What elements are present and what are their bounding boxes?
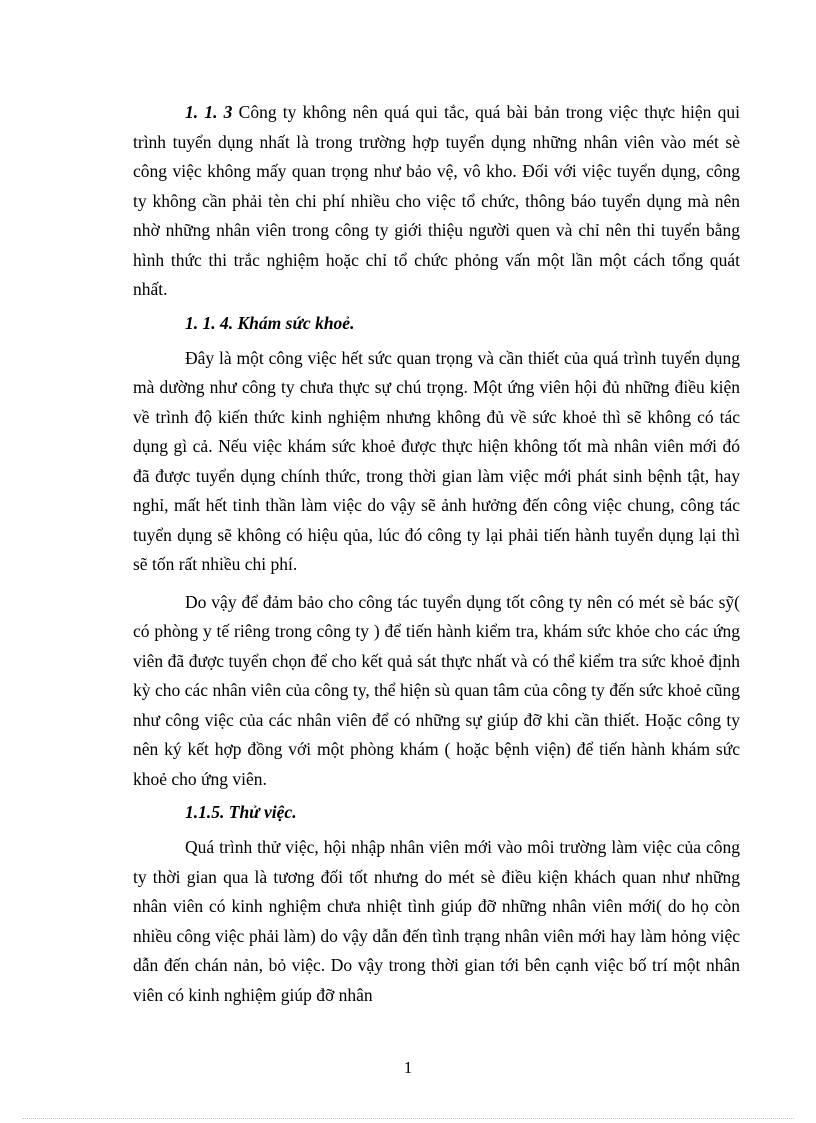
- heading-1-1-4: 1. 1. 4. Khám sức khoẻ.: [185, 312, 355, 333]
- paragraph-1-1-5-a: Quá trình thử việc, hội nhập nhân viên mới vào môi trường làm việc của công ty thời gian qua là tương đối tốt nhưng do mét sè điều kiện khách quan như những nhân viên có kinh nghiệm chưa nhiệt tình giúp đỡ những nhân viên mới( do họ còn nhiều công việc phải làm) do vậy dẫn đến tình trạng nhân viên mới hay làm hỏng việc dẫn đến chán nản, bỏ việc. Do vậy trong thời gian tới bên cạnh việc bố trí một nhân viên có kinh nghiệm giúp đỡ nhân: [133, 837, 740, 1005]
- paragraph-1-1-3-text: Công ty không nên quá qui tắc, quá bài bản trong việc thực hiện qui trình tuyển dụng nhất là trong trường hợp tuyển dụng những nhân viên vào mét sè công việc không mấy quan trọng như bảo vệ, vô kho. Đối với việc tuyển dụng, công ty không cần phải tèn chi phí nhiều cho việc tổ chức, thông báo tuyển dụng mà nên nhờ những nhân viên trong công ty giới thiệu người quen và chỉ nên thi tuyển bằng hình thức thi trắc nghiệm hoặc chỉ tổ chức phỏng vấn một lần một cách tổng quát nhất.: [133, 102, 741, 299]
- page-bottom-divider: [22, 1118, 794, 1119]
- paragraph-1-1-4-a: Đây là một công việc hết sức quan trọng và cần thiết của quá trình tuyển dụng mà dường như công ty chưa thực sự chú trọng. Một ứng viên hội đủ những điều kiện về trình độ kiến thức kinh nghiệm nhưng không đủ về sức khoẻ thì sẽ không có tác dụng gì cả. Nếu việc khám sức khoẻ được thực hiện không tốt mà nhân viên mới đó đã được tuyển dụng chính thức, trong thời gian làm việc mới phát sinh bệnh tật, hay nghỉ, mất hết tinh thần làm việc do vậy sẽ ảnh hưởng đến công việc chung, công tác tuyển dụng sẽ không có hiệu qủa, lúc đó công ty lại phải tiến hành tuyển dụng lại thì sẽ tốn rất nhiều chi phí.: [133, 347, 740, 574]
- document-page: [133, 98, 740, 1010]
- section-number-1-1-3: 1. 1. 3: [185, 102, 233, 122]
- paragraph-1-1-3: [133, 98, 740, 305]
- page-number: 1: [403, 1058, 413, 1077]
- paragraph-1-1-4-b: Do vậy để đảm bảo cho công tác tuyển dụng tốt công ty nên có mét sè bác sỹ( có phòng y tế riêng trong công ty ) để tiến hành kiểm tra, khám sức khỏe cho các ứng viên đã được tuyển chọn để cho kết quả sát thực nhất và có thể kiểm tra sức khoẻ định kỳ cho các nhân viên của công ty, thể hiện sù quan tâm của công ty đến sức khoẻ cũng như công việc của các nhân viên để có những sự giúp đỡ khi cần thiết. Hoặc công ty nên ký kết hợp đồng với một phòng khám ( hoặc bệnh viện) để tiến hành khám sức khoẻ cho ứng viên.: [133, 591, 740, 789]
- heading-1-1-5: 1.1.5. Thử việc.: [185, 802, 297, 822]
